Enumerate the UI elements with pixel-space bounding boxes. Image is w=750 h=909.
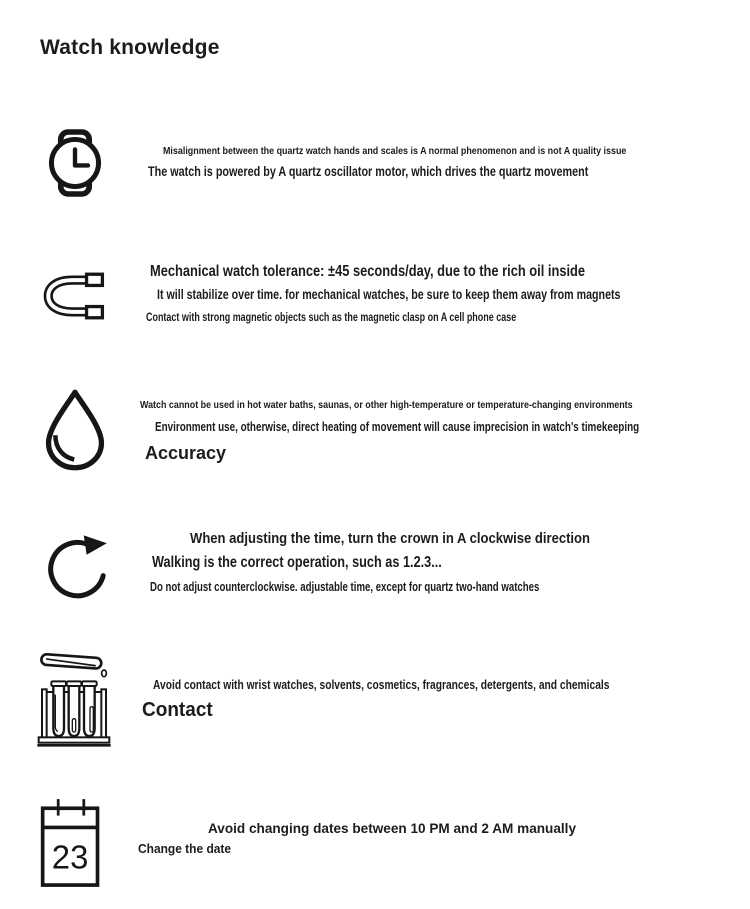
calendar-icon	[39, 796, 103, 890]
movement-note-main: The watch is powered by A quartz oscillator motor, which drives the quartz movement	[148, 164, 589, 179]
magnetism-note-small: Contact with strong magnetic objects such as the magnetic clasp on A cell phone case	[146, 312, 517, 324]
magnet-icon	[43, 266, 109, 326]
magnetism-note-main: Mechanical watch tolerance: ±45 seconds/day, due to the rich oil inside	[150, 263, 586, 280]
adjust-note-small: Do not adjust counterclockwise. adjustable time, except for quartz two-hand watches	[150, 580, 540, 594]
accuracy-heading: Accuracy	[145, 443, 227, 463]
magnetism-note-mid: It will stabilize over time. for mechanical watches, be sure to keep them away from magnets	[157, 287, 621, 302]
date-note-sub: Change the date	[138, 841, 232, 856]
accuracy-note-mid: Environment use, otherwise, direct heating of movement will cause imprecision in watch's timekeeping	[155, 420, 640, 434]
date-note-main: Avoid changing dates between 10 PM and 2 AM manually	[208, 820, 576, 836]
contact-heading: Contact	[142, 699, 213, 721]
watch-icon	[44, 113, 106, 213]
adjust-note-main: When adjusting the time, turn the crown in A clockwise direction	[190, 530, 591, 547]
contact-note-main: Avoid contact with wrist watches, solvents, cosmetics, fragrances, detergents, and chemicals	[153, 678, 610, 692]
clockwise-arrow-icon	[42, 527, 114, 607]
water-drop-icon	[41, 380, 109, 480]
test-tubes-icon	[35, 648, 113, 748]
page-title: Watch knowledge	[40, 36, 220, 59]
calendar-day-number: 23	[51, 838, 89, 876]
movement-note-small: Misalignment between the quartz watch hands and scales is A normal phenomenon and is not A quality issue	[163, 145, 627, 157]
adjust-note-mid: Walking is the correct operation, such as 1.2.3...	[152, 554, 442, 571]
accuracy-note-small: Watch cannot be used in hot water baths, saunas, or other high-temperature or temperature-changing environments	[140, 399, 633, 411]
